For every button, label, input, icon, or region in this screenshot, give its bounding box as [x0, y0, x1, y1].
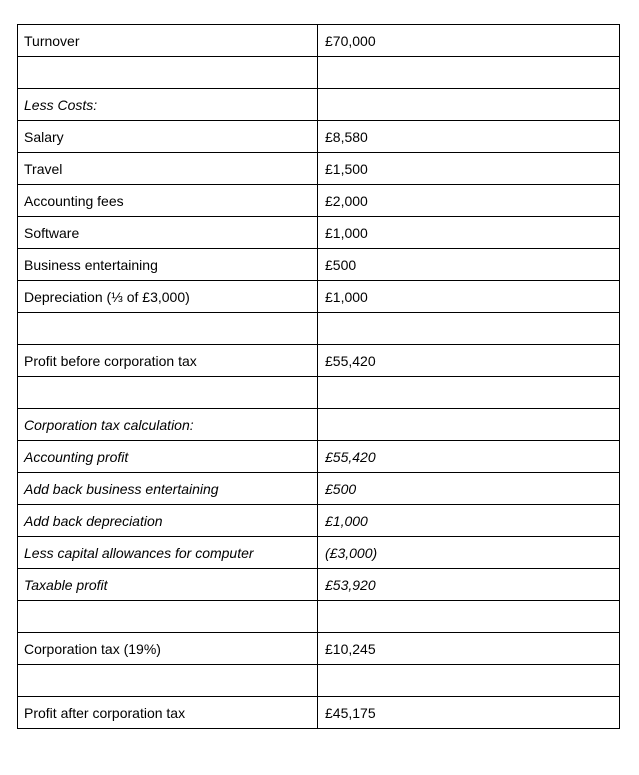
- row-value: [318, 377, 620, 409]
- row-value: £10,245: [318, 633, 620, 665]
- row-value: £500: [318, 473, 620, 505]
- row-label: Add back depreciation: [18, 505, 318, 537]
- table-row: [18, 537, 620, 569]
- row-value: [318, 665, 620, 697]
- row-value: £45,175: [318, 697, 620, 729]
- row-value: £2,000: [318, 185, 620, 217]
- table-row: [18, 313, 620, 345]
- table-row: [18, 601, 620, 633]
- table-body: [18, 25, 620, 729]
- row-label: Less Costs:: [18, 89, 318, 121]
- table-row: [18, 217, 620, 249]
- table-row: [18, 249, 620, 281]
- row-value: £1,000: [318, 281, 620, 313]
- table-row: [18, 345, 620, 377]
- row-value: £53,920: [318, 569, 620, 601]
- row-label: Add back business entertaining: [18, 473, 318, 505]
- row-value: [318, 601, 620, 633]
- row-value: £500: [318, 249, 620, 281]
- table-row: [18, 569, 620, 601]
- row-value: £1,000: [318, 505, 620, 537]
- row-label: Accounting fees: [18, 185, 318, 217]
- table-row: [18, 633, 620, 665]
- row-label: Depreciation (⅓ of £3,000): [18, 281, 318, 313]
- row-value: [318, 313, 620, 345]
- row-label: Less capital allowances for computer: [18, 537, 318, 569]
- table-row: [18, 89, 620, 121]
- row-label: Corporation tax (19%): [18, 633, 318, 665]
- table-row: [18, 25, 620, 57]
- row-label: Corporation tax calculation:: [18, 409, 318, 441]
- table-row: [18, 153, 620, 185]
- row-label: Software: [18, 217, 318, 249]
- row-value: £1,000: [318, 217, 620, 249]
- row-label: [18, 57, 318, 89]
- row-label: Taxable profit: [18, 569, 318, 601]
- table-row: [18, 57, 620, 89]
- row-value: £8,580: [318, 121, 620, 153]
- row-label: [18, 313, 318, 345]
- table-row: [18, 473, 620, 505]
- table-row: [18, 441, 620, 473]
- table-row: [18, 121, 620, 153]
- row-label: Profit after corporation tax: [18, 697, 318, 729]
- profit-tax-table: [17, 24, 620, 729]
- table-row: [18, 185, 620, 217]
- row-value: [318, 57, 620, 89]
- table-row: [18, 409, 620, 441]
- row-value: (£3,000): [318, 537, 620, 569]
- row-label: [18, 665, 318, 697]
- row-label: Profit before corporation tax: [18, 345, 318, 377]
- row-label: Travel: [18, 153, 318, 185]
- row-value: £55,420: [318, 345, 620, 377]
- row-label: Accounting profit: [18, 441, 318, 473]
- row-label: [18, 601, 318, 633]
- table-row: [18, 377, 620, 409]
- table-row: [18, 281, 620, 313]
- table-row: [18, 505, 620, 537]
- row-label: Business entertaining: [18, 249, 318, 281]
- row-label: Salary: [18, 121, 318, 153]
- row-label: [18, 377, 318, 409]
- row-label: Turnover: [18, 25, 318, 57]
- row-value: £55,420: [318, 441, 620, 473]
- row-value: £1,500: [318, 153, 620, 185]
- table-row: [18, 665, 620, 697]
- row-value: [318, 409, 620, 441]
- row-value: £70,000: [318, 25, 620, 57]
- table-row: [18, 697, 620, 729]
- row-value: [318, 89, 620, 121]
